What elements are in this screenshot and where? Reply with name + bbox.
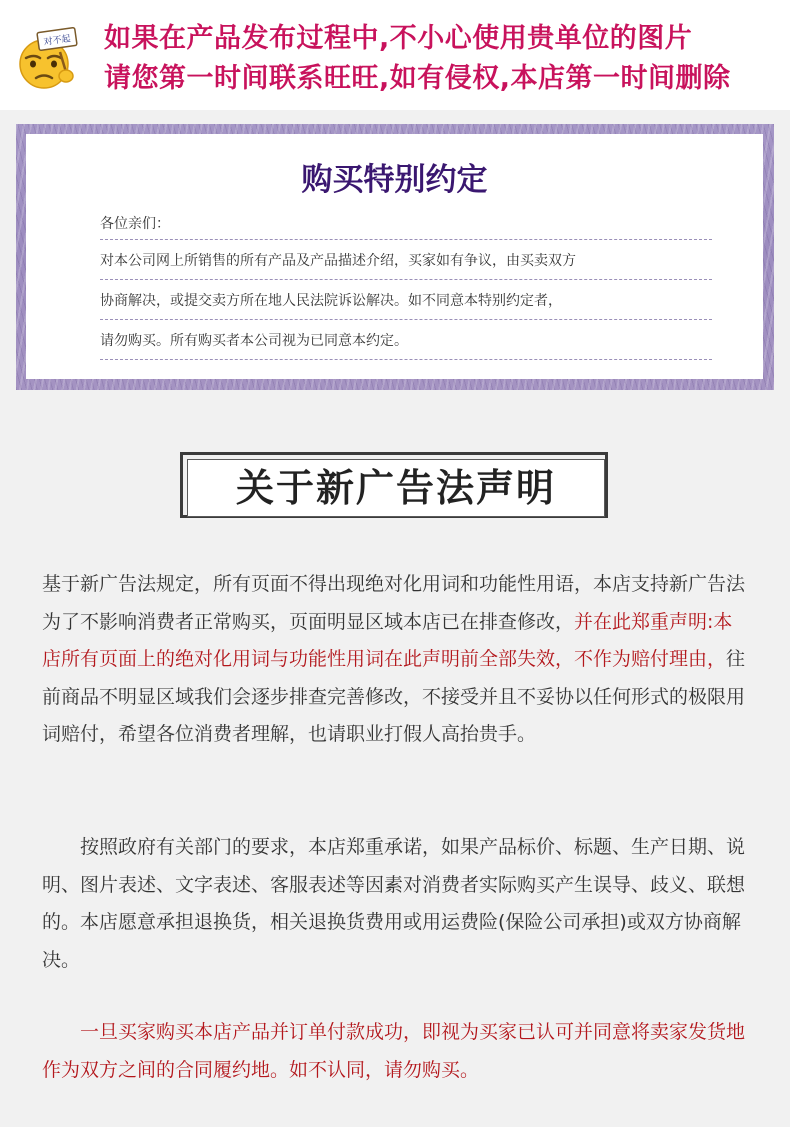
banner-line-2: 请您第一时间联系旺旺,如有侵权,本店第一时间删除 [104,63,731,94]
banner-line-1: 如果在产品发布过程中,不小心使用贵单位的图片 [104,23,693,54]
paragraph-1-highlight: 并在此郑重声明:本店所有页面上的绝对化用词与功能性用词在此声明前全部失效，不作为赔付理由， [42,610,733,670]
sorry-emoji-icon [14,26,78,90]
agreement-line-1: 对本公司网上所销售的所有产品及产品描述介绍，买家如有争议，由买卖双方 [100,251,712,280]
purchase-agreement-panel [16,124,774,390]
agreement-line-2: 协商解决，或提交卖方所在地人民法院诉讼解决。如不同意本特别约定者， [100,291,712,320]
agreement-line-3: 请勿购买。所有购买者本公司视为已同意本约定。 [100,331,712,360]
statement-paragraph-3: 一旦买家购买本店产品并订单付款成功，即视为买家已认可并同意将卖家发货地作为双方之间的合同履约地。如不认同，请勿购买。 [42,1021,746,1081]
statement-title: 关于新广告法声明 [187,459,605,517]
agreement-greeting: 各位亲们： [100,214,712,240]
emoji-sign-text: 对不起 [43,34,72,48]
paragraph-1-text-a: 基于新广告法规定，所有页面不得出现绝对化用词和功能性用语，本店支持新广告法为了不影响消费者正常购买，页面明显区域本店已在排查修改， [42,573,746,633]
statement-paragraph-1 [42,566,750,754]
notice-banner [0,0,790,110]
statement-paragraph-2: 按照政府有关部门的要求，本店郑重承诺，如果产品标价、标题、生产日期、说明、图片表述、文字表述、客服表述等因素对消费者实际购买产生误导、歧义、联想的。本店愿意承担退换货，相关退换货费用或用运费险(保险公司承担)或双方协商解决。 [42,836,746,971]
agreement-card [26,134,763,379]
paragraph-1-text-b: 往前商品不明显区域我们会逐步排查完善修改，不接受并且不妥协以任何形式的极限用词赔付，希望各位消费者理解，也请职业打假人高抬贵手。 [42,648,746,745]
agreement-title: 购买特别约定 [301,162,488,198]
